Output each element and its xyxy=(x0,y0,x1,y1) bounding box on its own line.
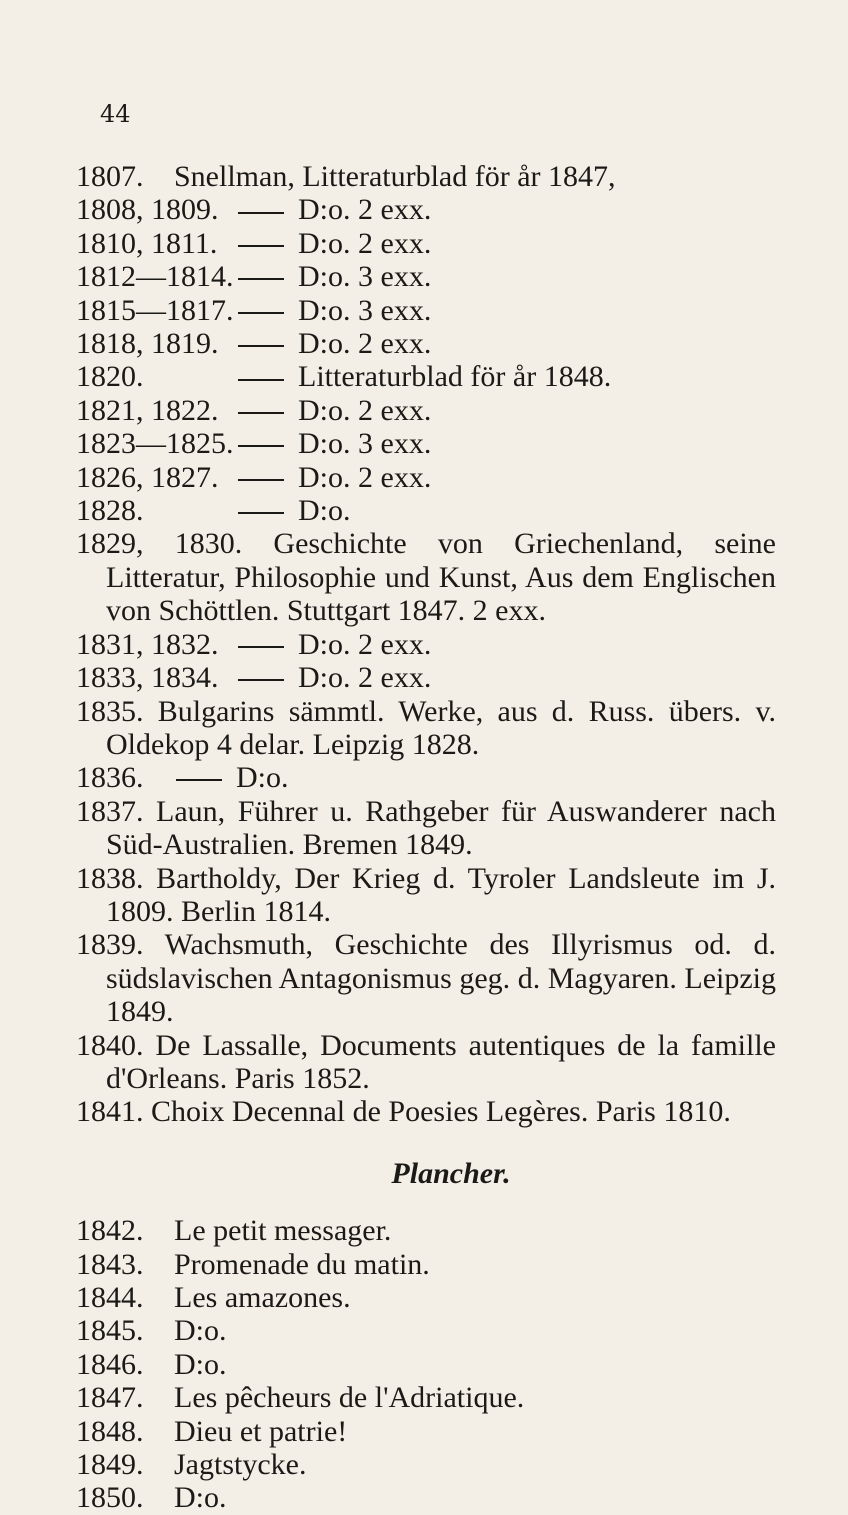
catalogue-entry xyxy=(76,160,776,193)
catalogue-entry xyxy=(76,427,776,460)
entry-number: 1843. xyxy=(76,1247,144,1281)
entry-number: 1845. xyxy=(76,1314,144,1348)
entries-group-d xyxy=(76,1214,776,1515)
catalogue-entry-1836 xyxy=(76,761,776,794)
entry-text-value: D:o. 2 exx. xyxy=(298,460,432,494)
ditto-dash xyxy=(176,779,222,781)
catalogue-entry xyxy=(76,1214,776,1247)
catalogue-entry xyxy=(76,661,776,694)
entry-number: 1828. xyxy=(76,494,144,528)
entry-text-value: D:o. xyxy=(174,1481,227,1515)
entry-text-value: D:o. 2 exx. xyxy=(298,193,432,227)
catalogue-entry xyxy=(76,1481,776,1514)
entry-number: 1807. xyxy=(76,160,144,193)
entry-text-value: D:o. xyxy=(174,1314,227,1348)
catalogue-entry xyxy=(76,294,776,327)
section-heading: Plancher. xyxy=(391,1156,511,1190)
entry-number: 1831, 1832. xyxy=(76,627,219,661)
entry-text xyxy=(174,1381,776,1414)
ditto-dash xyxy=(238,278,284,280)
ditto-dash xyxy=(238,245,284,247)
catalogue-entry xyxy=(76,628,776,661)
entry-text-value: Promenade du matin. xyxy=(174,1247,430,1281)
entry-text xyxy=(236,427,776,460)
entry-text-value: D:o. 2 exx. xyxy=(298,226,432,260)
entry-number: 1842. xyxy=(76,1214,144,1248)
entry-number: 1823—1825. xyxy=(76,427,234,461)
catalogue-entry-1835: 1835. Bulgarins sämmtl. Werke, aus d. Russ. übers. v. Oldekop 4 delar. Leipzig 1828. xyxy=(76,694,776,761)
entry-text xyxy=(236,294,776,327)
catalogue-entry: 1837. Laun, Führer u. Rathgeber für Auswanderer nach Süd-Australien. Bremen 1849. xyxy=(76,794,776,862)
catalogue-entry xyxy=(76,1381,776,1414)
entry-number: 1836. xyxy=(76,761,144,795)
entry-text xyxy=(174,1248,776,1281)
entry-text xyxy=(236,327,776,360)
entries-group-c xyxy=(76,795,776,1129)
catalogue-entry xyxy=(76,193,776,226)
ditto-dash xyxy=(238,512,284,514)
catalogue-entry xyxy=(76,1314,776,1347)
entry-text xyxy=(174,1214,776,1247)
entry-text xyxy=(174,1281,776,1314)
entry-text-value: Litteraturblad för år 1848. xyxy=(298,360,612,394)
entry-number: 1812—1814. xyxy=(76,260,234,294)
catalogue-entry xyxy=(76,1281,776,1314)
entry-text-value: Snellman, Litteraturblad för år 1847, xyxy=(174,160,616,193)
ditto-dash xyxy=(238,412,284,414)
entry-text xyxy=(236,227,776,260)
entry-text-value: D:o. 2 exx. xyxy=(298,393,432,427)
catalogue-entry: 1840. De Lassalle, Documents autentiques de la famille d'Orleans. Paris 1852. xyxy=(76,1028,776,1095)
ditto-dash xyxy=(238,212,284,214)
entry-text xyxy=(236,494,776,527)
entry-text-value: D:o. xyxy=(174,1347,227,1381)
entry-text xyxy=(174,1348,776,1381)
entry-text-value: Dieu et patrie! xyxy=(174,1414,348,1448)
entry-text-value: Les pêcheurs de l'Adriatique. xyxy=(174,1381,525,1415)
catalogue-entry xyxy=(76,394,776,427)
entry-text xyxy=(174,160,776,193)
entry-number: 1844. xyxy=(76,1281,144,1314)
entry-text: D:o. xyxy=(174,761,776,794)
entry-number: 1815—1817. xyxy=(76,293,234,327)
entry-number: 1826, 1827. xyxy=(76,460,219,494)
ditto-dash xyxy=(238,679,284,681)
entry-text xyxy=(174,1448,776,1481)
catalogue-entry: 1838. Bartholdy, Der Krieg d. Tyroler Landsleute im J. 1809. Berlin 1814. xyxy=(76,861,776,928)
catalogue-entry xyxy=(76,227,776,260)
ditto-dash xyxy=(238,345,284,347)
entries-group-a xyxy=(76,160,776,527)
entry-text-value: D:o. 2 exx. xyxy=(298,627,432,661)
entry-number: 1818, 1819. xyxy=(76,327,219,361)
entry-number: 1850. xyxy=(76,1481,144,1515)
entry-number: 1810, 1811. xyxy=(76,226,218,260)
entry-number: 1808, 1809. xyxy=(76,193,219,227)
entry-number: 1847. xyxy=(76,1381,144,1415)
ditto-dash xyxy=(238,445,284,447)
entry-text xyxy=(236,394,776,427)
entry-text xyxy=(236,193,776,226)
catalogue-entry xyxy=(76,461,776,494)
entry-text xyxy=(174,1481,776,1514)
catalogue-entry: 1839. Wachsmuth, Geschichte des Illyrismus od. d. südslavischen Antagonismus geg. d. Magyaren. Leipzig 1849. xyxy=(76,928,776,1029)
entry-text-value: Jagtstycke. xyxy=(174,1448,307,1482)
entries-group-b xyxy=(76,628,776,695)
entry-text xyxy=(174,1415,776,1448)
catalogue-entry xyxy=(76,260,776,293)
ditto-dash xyxy=(238,646,284,648)
entry-text xyxy=(174,1314,776,1347)
entry-number: 1820. xyxy=(76,360,144,394)
entry-number: 1849. xyxy=(76,1448,144,1482)
catalogue-entry: 1841. Choix Decennal de Poesies Legères. Paris 1810. xyxy=(76,1095,731,1129)
catalogue-entry xyxy=(76,1348,776,1381)
catalogue-entries xyxy=(76,160,776,1515)
ditto-dash xyxy=(238,312,284,314)
entry-text-value: D:o. 3 exx. xyxy=(298,427,432,461)
catalogue-entry xyxy=(76,360,776,393)
entry-text-value: Le petit messager. xyxy=(174,1214,392,1248)
catalogue-entry xyxy=(76,1248,776,1281)
ditto-dash xyxy=(238,479,284,481)
ditto-dash xyxy=(238,379,284,381)
catalogue-entry xyxy=(76,494,776,527)
catalogue-entry xyxy=(76,327,776,360)
entry-text-value: D:o. 3 exx. xyxy=(298,260,432,294)
entry-number: 1848. xyxy=(76,1414,144,1448)
entry-number: 1833, 1834. xyxy=(76,661,219,695)
entry-text xyxy=(236,260,776,293)
entry-text-value: D:o. xyxy=(298,494,351,528)
entry-text xyxy=(236,461,776,494)
entry-text xyxy=(236,360,776,393)
entry-text xyxy=(236,628,776,661)
entry-number: 1821, 1822. xyxy=(76,393,219,427)
entry-text-value: D:o. 3 exx. xyxy=(298,293,432,327)
entry-text-value: D:o. 2 exx. xyxy=(298,327,432,361)
page-number: 44 xyxy=(100,100,131,128)
catalogue-entry xyxy=(76,1415,776,1448)
entry-text-value: D:o. 2 exx. xyxy=(298,661,432,695)
catalogue-entry-1829: 1829, 1830. Geschichte von Griechenland, seine Litteratur, Philosophie und Kunst, Aus dem Englischen von Schöttlen. Stuttgart 1847. 2 exx. xyxy=(76,527,776,628)
entry-text xyxy=(236,661,776,694)
entry-text-value: Les amazones. xyxy=(174,1281,351,1314)
catalogue-entry xyxy=(76,1448,776,1481)
entry-number: 1846. xyxy=(76,1347,144,1381)
